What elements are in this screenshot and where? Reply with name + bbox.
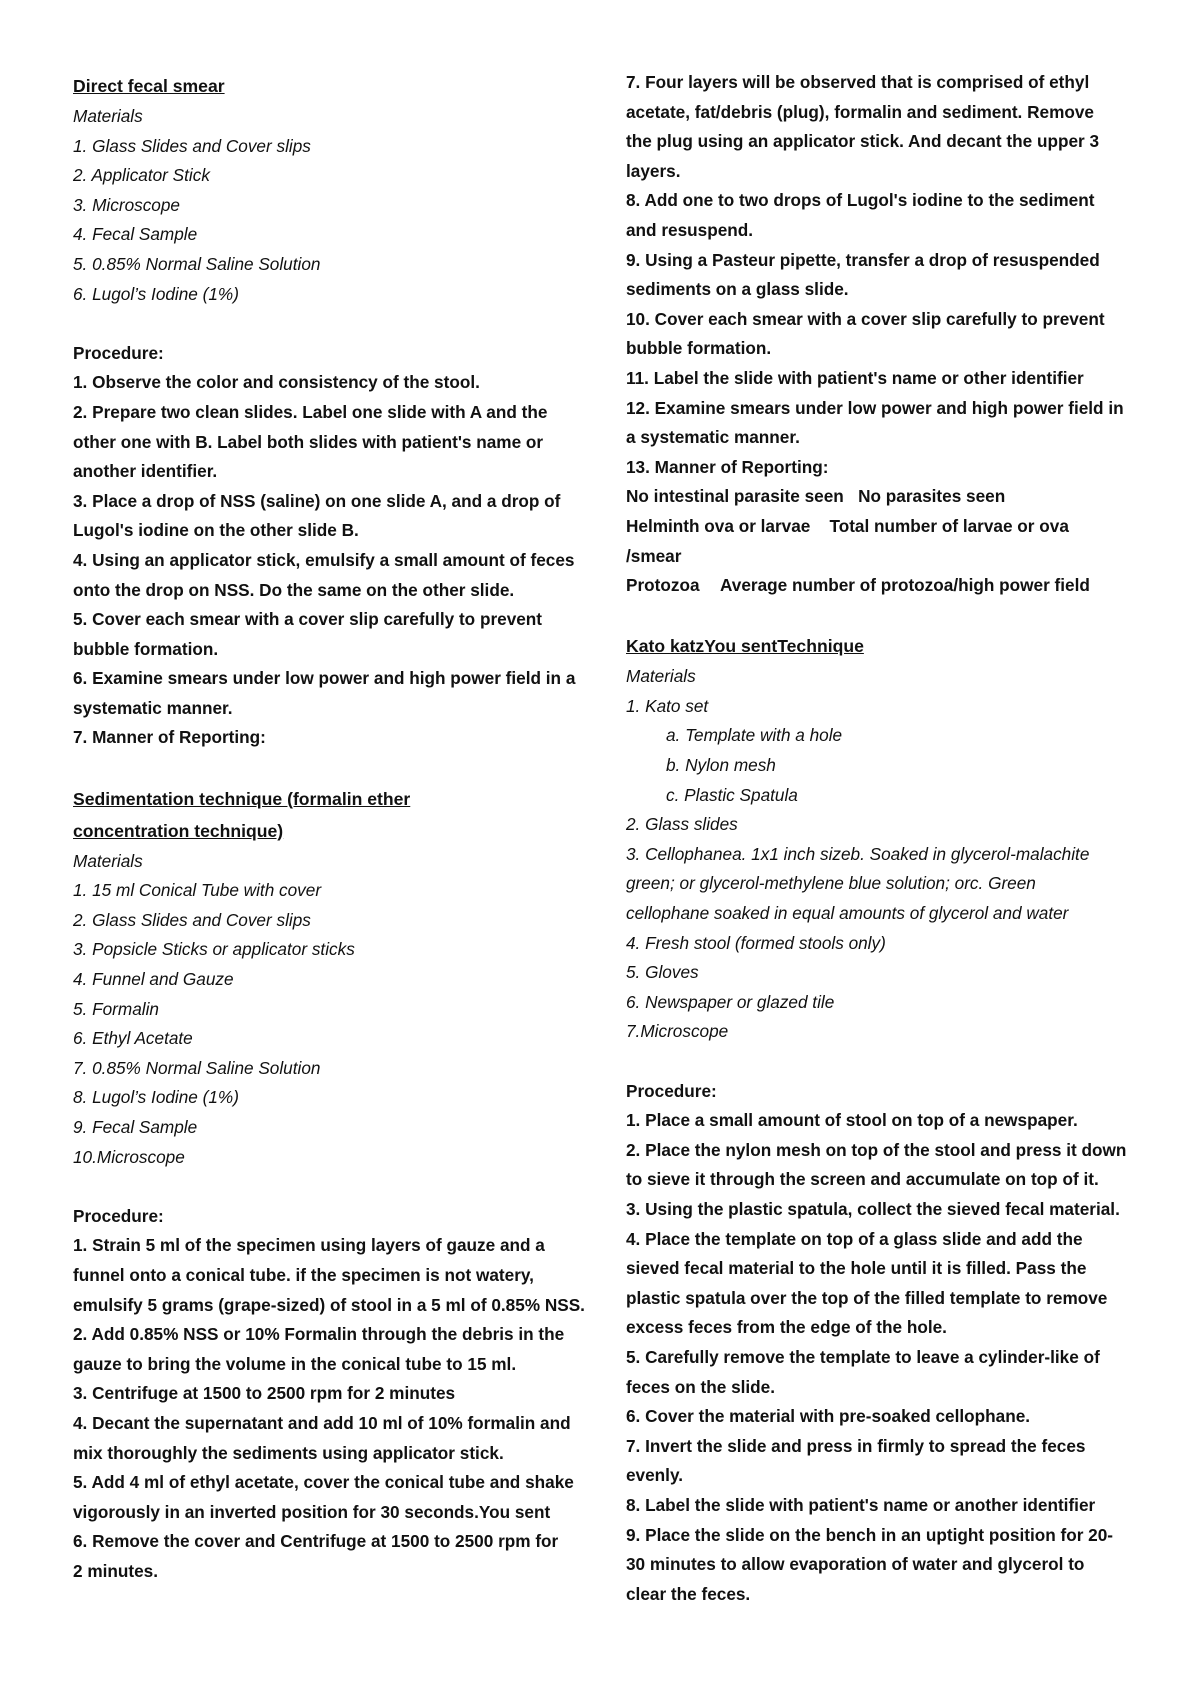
sed-material-item: 1. 15 ml Conical Tube with cover	[73, 880, 322, 901]
reporting-value: Average number of protozoa/high power field	[720, 575, 1090, 596]
kato-material-item: 2. Glass slides	[626, 814, 738, 835]
sed-procedure-label: Procedure:	[73, 1205, 164, 1226]
sed-procedure-line: 3. Centrifuge at 1500 to 2500 rpm for 2 minutes	[73, 1383, 456, 1404]
sed-procedure-continued-line: 13. Manner of Reporting:	[626, 456, 829, 477]
sed-procedure-continued-line: 10. Cover each smear with a cover slip carefully to prevent	[626, 308, 1105, 329]
sed-procedure-continued-line: 7. Four layers will be observed that is comprised of ethyl	[626, 72, 1090, 92]
sed-procedure-continued-line: a systematic manner.	[626, 427, 800, 448]
sed-material-item: 4. Funnel and Gauze	[73, 969, 234, 990]
right-column	[626, 68, 1146, 1609]
reporting-label: Helminth ova or larvae	[626, 515, 811, 536]
sed-procedure-line: 2. Add 0.85% NSS or 10% Formalin through the debris in the	[73, 1324, 565, 1345]
sed-materials-label: Materials	[73, 850, 143, 871]
kato-procedure-line: 1. Place a small amount of stool on top of a newspaper.	[626, 1110, 1078, 1131]
sedimentation-title: Sedimentation technique (formalin ether	[73, 788, 411, 809]
kato-procedure-line: 9. Place the slide on the bench in an uptight position for 20-	[626, 1524, 1114, 1545]
direct-procedure-line: 5. Cover each smear with a cover slip carefully to prevent	[73, 609, 543, 630]
sed-procedure-continued-line: acetate, fat/debris (plug), formalin and sediment. Remove	[626, 101, 1094, 122]
kato-material-item: 4. Fresh stool (formed stools only)	[626, 932, 886, 953]
sed-procedure-line: emulsify 5 grams (grape-sized) of stool in a 5 ml of 0.85% NSS.	[73, 1294, 585, 1315]
direct-procedure-line: 6. Examine smears under low power and high power field in a	[73, 668, 576, 689]
sed-material-item: 3. Popsicle Sticks or applicator sticks	[73, 939, 355, 960]
kato-sub-item: b. Nylon mesh	[666, 755, 776, 776]
sed-material-item: 7. 0.85% Normal Saline Solution	[73, 1057, 321, 1078]
direct-procedure-line: 2. Prepare two clean slides. Label one slide with A and the	[73, 401, 548, 422]
kato-procedure-line: 2. Place the nylon mesh on top of the stool and press it down	[626, 1139, 1127, 1160]
sed-procedure-continued-line: the plug using an applicator stick. And decant the upper 3	[626, 131, 1100, 152]
direct-procedure-line: systematic manner.	[73, 697, 233, 718]
kato-materials-label: Materials	[626, 666, 696, 687]
sed-procedure-continued-line: sediments on a glass slide.	[626, 279, 849, 300]
kato-procedure-line: 3. Using the plastic spatula, collect the sieved fecal material.	[626, 1198, 1120, 1219]
reporting-value: Total number of larvae or ova	[829, 515, 1069, 536]
reporting-label: Protozoa	[626, 575, 700, 596]
sed-procedure-line: funnel onto a conical tube. if the specimen is not watery,	[73, 1264, 534, 1285]
sed-procedure-line: 2 minutes.	[73, 1560, 159, 1581]
kato-procedure-line: 4. Place the template on top of a glass slide and add the	[626, 1228, 1083, 1249]
direct-material-item: 6. Lugol’s Iodine (1%)	[73, 283, 239, 304]
sed-procedure-line: vigorously in an inverted position for 30 seconds.You sent	[73, 1501, 551, 1522]
reporting-label: No intestinal parasite seen	[626, 486, 844, 507]
kato-material-item: 7.Microscope	[626, 1021, 729, 1042]
kato-procedure-line: plastic spatula over the top of the filled template to remove	[626, 1287, 1108, 1308]
sed-procedure-line: 1. Strain 5 ml of the specimen using layers of gauze and a	[73, 1235, 545, 1256]
kato-procedure-label: Procedure:	[626, 1080, 717, 1101]
kato-procedure-line: evenly.	[626, 1465, 684, 1486]
sedimentation-title-cont: concentration technique)	[73, 820, 284, 841]
kato-procedure-line: feces on the slide.	[626, 1376, 776, 1397]
kato-material-item: 5. Gloves	[626, 962, 699, 983]
kato-katz-title: Kato katzYou sentTechnique	[626, 636, 864, 657]
direct-procedure-line: other one with B. Label both slides with patient's name or	[73, 431, 544, 452]
kato-sub-item: a. Template with a hole	[666, 725, 843, 746]
direct-procedure-line: 3. Place a drop of NSS (saline) on one slide A, and a drop of	[73, 490, 561, 511]
direct-procedure-line: 4. Using an applicator stick, emulsify a small amount of feces	[73, 549, 575, 570]
sed-material-item: 10.Microscope	[73, 1146, 185, 1167]
direct-procedure-line: bubble formation.	[73, 638, 219, 659]
direct-procedure-line: 7. Manner of Reporting:	[73, 727, 266, 748]
kato-procedure-line: 8. Label the slide with patient's name or another identifier	[626, 1494, 1096, 1515]
reporting-row	[626, 482, 1146, 512]
direct-material-item: 1. Glass Slides and Cover slips	[73, 135, 311, 156]
direct-procedure-line: onto the drop on NSS. Do the same on the other slide.	[73, 579, 515, 600]
kato-material-item: green; or glycerol-methylene blue solution; orc. Green	[626, 873, 1036, 894]
sed-material-item: 6. Ethyl Acetate	[73, 1028, 193, 1049]
kato-procedure-line: 6. Cover the material with pre-soaked cellophane.	[626, 1406, 1031, 1427]
sed-procedure-line: 5. Add 4 ml of ethyl acetate, cover the conical tube and shake	[73, 1472, 574, 1493]
sed-procedure-line: 4. Decant the supernatant and add 10 ml of 10% formalin and	[73, 1412, 571, 1433]
direct-procedure-line: Lugol's iodine on the other slide B.	[73, 520, 359, 541]
sed-procedure-continued-line: 12. Examine smears under low power and high power field in	[626, 397, 1124, 418]
sed-material-item: 2. Glass Slides and Cover slips	[73, 909, 311, 930]
kato-material-item: 1. Kato set	[626, 695, 709, 716]
direct-material-item: 2. Applicator Stick	[73, 165, 210, 186]
sed-procedure-continued-line: 8. Add one to two drops of Lugol's iodine to the sediment	[626, 190, 1095, 211]
sed-procedure-continued-line: bubble formation.	[626, 338, 772, 359]
sed-procedure-continued-line: 11. Label the slide with patient's name or other identifier	[626, 367, 1084, 388]
sed-material-item: 5. Formalin	[73, 998, 159, 1019]
left-column	[73, 70, 593, 1587]
sed-procedure-line: mix thoroughly the sediments using applicator stick.	[73, 1442, 504, 1463]
sed-procedure-line: 6. Remove the cover and Centrifuge at 1500 to 2500 rpm for	[73, 1531, 559, 1552]
kato-procedure-line: 30 minutes to allow evaporation of water and glycerol to	[626, 1554, 1085, 1575]
direct-procedure-line: 1. Observe the color and consistency of the stool.	[73, 372, 480, 393]
kato-procedure-line: excess feces from the edge of the hole.	[626, 1317, 947, 1338]
kato-procedure-line: clear the feces.	[626, 1583, 751, 1604]
kato-procedure-line: sieved fecal material to the hole until it is filled. Pass the	[626, 1258, 1087, 1279]
kato-procedure-line: to sieve it through the screen and accumulate on top of it.	[626, 1169, 1099, 1190]
sed-material-item: 8. Lugol’s Iodine (1%)	[73, 1087, 239, 1108]
reporting-row	[626, 512, 1146, 542]
direct-material-item: 3. Microscope	[73, 194, 180, 215]
direct-material-item: 5. 0.85% Normal Saline Solution	[73, 253, 321, 274]
kato-material-item: cellophane soaked in equal amounts of glycerol and water	[626, 903, 1069, 924]
reporting-row	[626, 571, 1146, 601]
direct-smear-title: Direct fecal smear	[73, 76, 225, 96]
reporting-row-cont: /smear	[626, 545, 682, 566]
kato-material-item: 3. Cellophanea. 1x1 inch sizeb. Soaked in glycerol-malachite	[626, 843, 1090, 864]
kato-procedure-line: 5. Carefully remove the template to leave a cylinder-like of	[626, 1346, 1100, 1367]
sed-procedure-line: gauze to bring the volume in the conical tube to 15 ml.	[73, 1353, 517, 1374]
direct-material-item: 4. Fecal Sample	[73, 224, 198, 245]
reporting-value: No parasites seen	[858, 486, 1006, 507]
sed-procedure-continued-line: layers.	[626, 160, 681, 181]
sed-material-item: 9. Fecal Sample	[73, 1117, 198, 1137]
direct-materials-label: Materials	[73, 106, 143, 126]
sed-procedure-continued-line: and resuspend.	[626, 219, 754, 240]
sed-procedure-continued-line: 9. Using a Pasteur pipette, transfer a drop of resuspended	[626, 249, 1100, 270]
direct-procedure-line: another identifier.	[73, 461, 218, 482]
kato-sub-item: c. Plastic Spatula	[666, 784, 798, 805]
kato-material-item: 6. Newspaper or glazed tile	[626, 991, 835, 1012]
direct-procedure-label: Procedure:	[73, 342, 164, 363]
kato-procedure-line: 7. Invert the slide and press in firmly to spread the feces	[626, 1435, 1086, 1456]
